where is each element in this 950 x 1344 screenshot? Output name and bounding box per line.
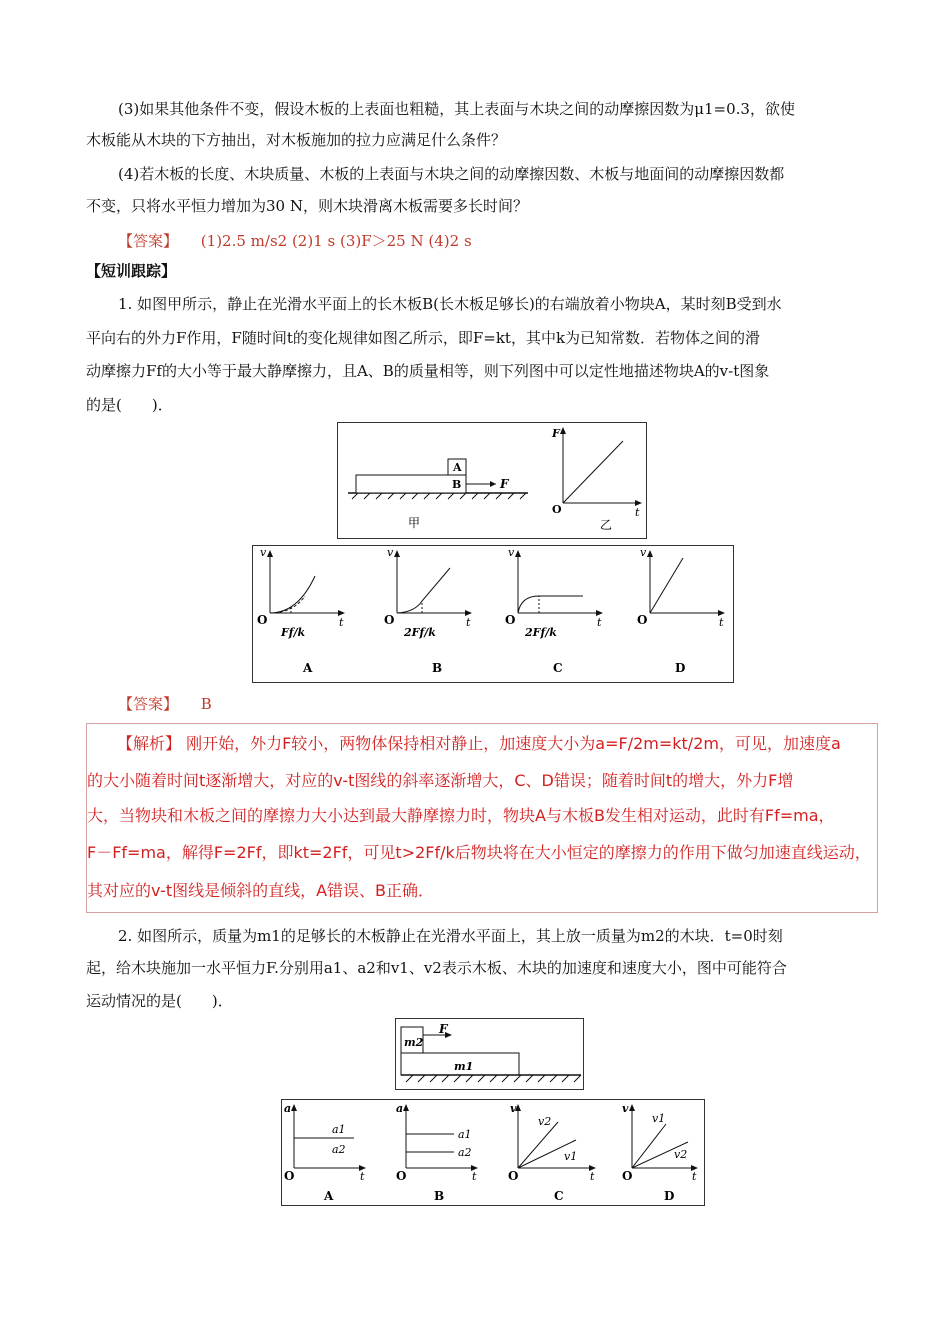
option2-d-graph <box>622 1102 698 1203</box>
figure-2-top <box>395 1018 584 1090</box>
svg-text:t: t <box>360 1170 365 1183</box>
option-b-graph <box>384 546 472 675</box>
q3-line-2: 木板能从木块的下方抽出，对木板施加的拉力应满足什么条件？ <box>86 131 507 149</box>
label-m1: m1 <box>454 1060 474 1073</box>
p1-line-4: 的是( )． <box>86 396 173 414</box>
q3-line-1: (3)如果其他条件不变，假设木板的上表面也粗糙，其上表面与木块之间的动摩擦因数为μ1=0.3，欲使 <box>118 100 795 118</box>
label-m2: m2 <box>404 1036 424 1049</box>
tick-label: Ff/k <box>281 626 306 639</box>
svg-text:C: C <box>553 661 563 675</box>
svg-text:v2: v2 <box>674 1148 688 1161</box>
svg-text:v: v <box>640 546 647 559</box>
svg-text:a2: a2 <box>332 1143 346 1156</box>
answer-2-text: B <box>200 695 212 713</box>
ground-hatch <box>352 493 526 499</box>
svg-text:a1: a1 <box>332 1123 346 1136</box>
analysis-line-4: F－Ff=ma，解得F=2Ff，即kt=2Ff，可见t>2Ff/k后物块将在大小恒定的摩擦力的作用下做匀加速直线运动， <box>87 843 871 862</box>
p1-line-3: 动摩擦力Ff的大小等于最大静摩擦力，且A、B的质量相等，则下列图中可以定性地描述物块A的v-t图象 <box>86 362 770 380</box>
caption-yi: 乙 <box>600 518 613 532</box>
svg-text:v2: v2 <box>538 1115 552 1128</box>
svg-text:v1: v1 <box>564 1150 578 1163</box>
label-f: F <box>500 477 509 491</box>
answer-2-label: 【答案】 <box>118 695 179 713</box>
svg-text:O: O <box>622 1169 633 1183</box>
p1-line-2: 平向右的外力F作用，F随时间t的变化规律如图乙所示，即F=kt，其中k为已知常数．若物体之间的滑 <box>86 329 761 347</box>
svg-text:O: O <box>508 1169 519 1183</box>
svg-text:t: t <box>466 616 471 629</box>
analysis-line-3: 大，当物块和木板之间的摩擦力大小达到最大静摩擦力时，物块A与木板B发生相对运动，此时有Ff=ma， <box>87 806 835 825</box>
q4-line-2: 不变，只将水平恒力增加为30 N，则木块滑离木板需要多长时间？ <box>86 197 528 215</box>
option-a-graph <box>257 546 345 675</box>
label-b: B <box>452 478 462 491</box>
svg-text:O: O <box>257 613 268 627</box>
svg-text:O: O <box>384 613 395 627</box>
svg-text:D: D <box>664 1189 675 1203</box>
svg-text:t: t <box>590 1170 595 1183</box>
svg-text:O: O <box>284 1169 295 1183</box>
figure-2-svg <box>396 1019 583 1089</box>
svg-text:a1: a1 <box>458 1128 472 1141</box>
analysis-line-1: 【解析】 刚开始，外力F较小，两物体保持相对静止，加速度大小为a=F/2m=kt/2m，可见，加速度a <box>117 734 841 753</box>
svg-text:O: O <box>637 613 648 627</box>
answer-1-text: (1)2.5 m/s2 (2)1 s (3)F＞25 N (4)2 s <box>200 232 472 250</box>
caption-jia: 甲 <box>408 516 421 530</box>
svg-text:t: t <box>472 1170 477 1183</box>
vt-options <box>252 545 734 683</box>
figure-2-options-svg <box>282 1100 704 1205</box>
svg-text:t: t <box>339 616 344 629</box>
svg-text:v1: v1 <box>652 1112 666 1125</box>
svg-text:v: v <box>508 546 515 559</box>
svg-text:a: a <box>284 1102 292 1115</box>
svg-text:B: B <box>434 1189 445 1203</box>
answer-1 <box>118 230 472 252</box>
figure-1-svg <box>338 423 646 538</box>
p1-line-1: 1. 如图甲所示，静止在光滑水平面上的长木板B(长木板足够长)的右端放着小物块A，某时刻B受到水 <box>118 295 782 313</box>
svg-text:a2: a2 <box>458 1146 472 1159</box>
label-f2: F <box>439 1022 448 1036</box>
svg-text:t: t <box>692 1170 697 1183</box>
svg-text:2Ff/k: 2Ff/k <box>404 626 436 639</box>
f-t-line <box>563 441 623 503</box>
svg-text:t: t <box>597 616 602 629</box>
svg-text:A: A <box>324 1189 334 1203</box>
figure-2-options <box>281 1099 705 1206</box>
svg-text:a: a <box>396 1102 404 1115</box>
axis-f: F <box>552 427 560 440</box>
svg-text:O: O <box>396 1169 407 1183</box>
svg-text:2Ff/k: 2Ff/k <box>525 626 557 639</box>
arrowhead <box>490 481 496 487</box>
svg-text:v: v <box>387 546 394 559</box>
svg-text:v: v <box>622 1102 629 1115</box>
option2-a-graph <box>284 1102 366 1203</box>
option2-c-graph <box>508 1102 596 1203</box>
analysis-line-5: 其对应的v-t图线是倾斜的直线，A错误、B正确． <box>87 881 435 900</box>
origin-o: O <box>552 503 562 516</box>
svg-text:D: D <box>675 661 686 675</box>
p2-line-2: 起，给木块施加一水平恒力F.分别用a1、a2和v1、v2表示木板、木块的加速度和速度大小，图中可能符合 <box>86 959 787 977</box>
board-b <box>356 475 466 493</box>
option-letter: A <box>303 661 313 675</box>
analysis-line-2: 的大小随着时间t逐渐增大，对应的v-t图线的斜率逐渐增大，C、D错误；随着时间t的增大，外力F增 <box>87 771 794 790</box>
svg-text:t: t <box>719 616 724 629</box>
svg-text:O: O <box>505 613 516 627</box>
figure-1-top <box>337 422 647 539</box>
section-title: 【短训跟踪】 <box>86 262 177 280</box>
analysis-box <box>86 723 878 913</box>
p2-line-3: 运动情况的是( )． <box>86 992 233 1010</box>
answer-1-label: 【答案】 <box>118 232 179 250</box>
answer-2 <box>118 693 212 715</box>
q4-line-1: (4)若木板的长度、木块质量、木板的上表面与木块之间的动摩擦因数、木板与地面间的动摩擦因数都 <box>118 165 785 183</box>
vt-options-svg <box>253 546 733 682</box>
axis-v: v <box>260 546 267 559</box>
svg-text:v: v <box>510 1102 517 1115</box>
p2-line-1: 2. 如图所示，质量为m1的足够长的木板静止在光滑水平面上，其上放一质量为m2的木块．t=0时刻 <box>118 927 783 945</box>
option2-b-graph <box>396 1102 478 1203</box>
option-c-graph <box>505 546 603 675</box>
option-d-graph <box>637 546 725 675</box>
axis-t: t <box>635 506 640 519</box>
label-a: A <box>453 461 462 474</box>
svg-text:C: C <box>554 1189 564 1203</box>
svg-text:B: B <box>432 661 443 675</box>
ground-hatch-2 <box>406 1075 581 1082</box>
